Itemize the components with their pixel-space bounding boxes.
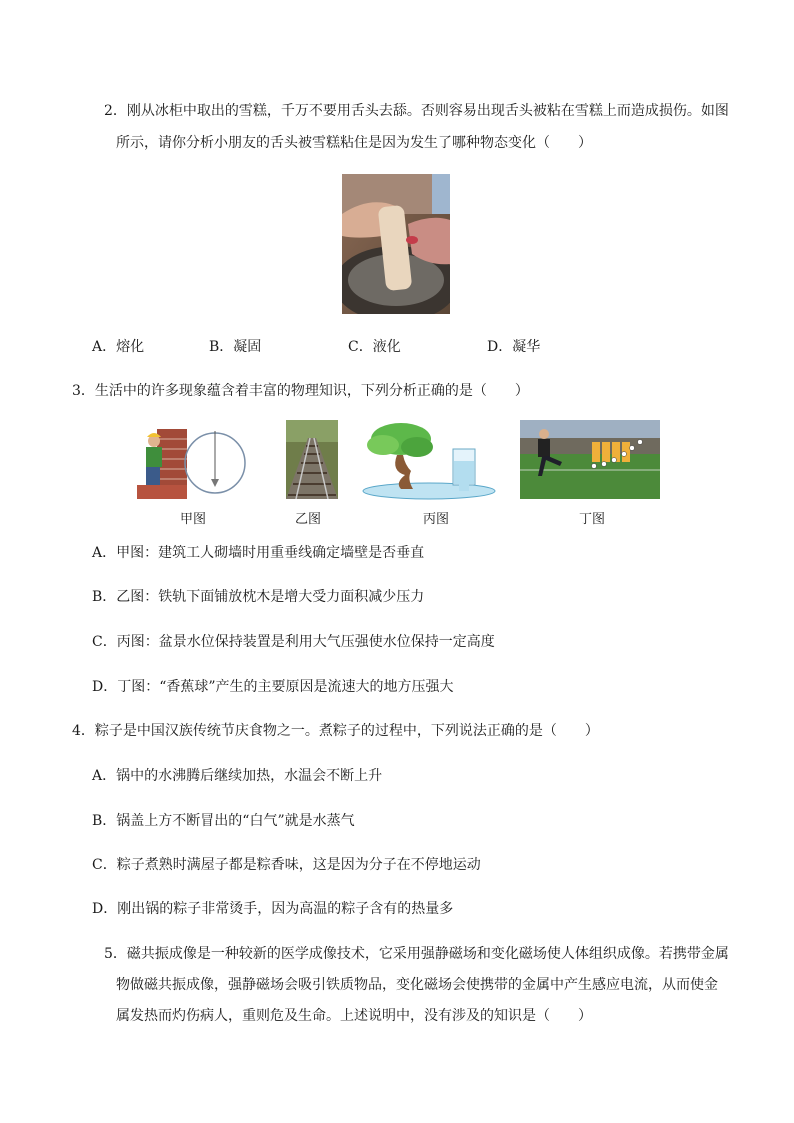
q3-figure-jia	[133, 423, 251, 499]
q2-stem-line2: 所示，请你分析小朋友的舌头被雪糕粘住是因为发生了哪种物态变化（ ）	[116, 135, 592, 151]
q4-option-b: B．锅盖上方不断冒出的“白气”就是水蒸气	[92, 813, 355, 829]
q2-option-b: B．凝固	[209, 339, 262, 355]
q3-figure-ding	[520, 420, 660, 499]
q2-option-d: D．凝华	[487, 339, 541, 355]
q4-option-a: A．锅中的水沸腾后继续加热，水温会不断上升	[92, 768, 383, 784]
q2-option-c: C．液化	[348, 339, 401, 355]
q4-option-d: D．刚出锅的粽子非常烫手，因为高温的粽子含有的热量多	[92, 901, 454, 917]
q2-option-a: A．熔化	[92, 339, 145, 355]
q3-option-b: B．乙图：铁轨下面铺放枕木是增大受力面积减少压力	[92, 589, 425, 605]
q4-stem: 4．粽子是中国汉族传统节庆食物之一。煮粽子的过程中，下列说法正确的是（ ）	[72, 723, 599, 739]
q3-caption-ding: 丁图	[578, 512, 605, 527]
q5-stem-line2: 物做磁共振成像，强静磁场会吸引铁质物品，变化磁场会使携带的金属中产生感应电流，从而使金	[116, 977, 718, 993]
q3-caption-jia: 甲图	[179, 512, 206, 527]
q3-figure-bing	[361, 417, 497, 501]
q3-option-a: A．甲图：建筑工人砌墙时用重垂线确定墙壁是否垂直	[92, 545, 425, 561]
q3-caption-bing: 丙图	[422, 512, 449, 527]
q3-option-c: C．丙图：盆景水位保持装置是利用大气压强使水位保持一定高度	[92, 634, 495, 650]
q2-popsicle-photo	[342, 174, 450, 314]
q3-stem: 3．生活中的许多现象蕴含着丰富的物理知识，下列分析正确的是（ ）	[72, 383, 529, 399]
q3-caption-yi: 乙图	[294, 512, 321, 527]
q2-stem-line1: 2．刚从冰柜中取出的雪糕，千万不要用舌头去舔。否则容易出现舌头被粘在雪糕上而造成损伤。如图	[104, 103, 729, 119]
q5-stem-line1: 5．磁共振成像是一种较新的医学成像技术，它采用强静磁场和变化磁场使人体组织成像。若携带金属	[104, 946, 729, 962]
q4-option-c: C．粽子煮熟时满屋子都是粽香味，这是因为分子在不停地运动	[92, 857, 481, 873]
q5-stem-line3: 属发热而灼伤病人，重则危及生命。上述说明中，没有涉及的知识是（ ）	[116, 1008, 592, 1024]
q3-figure-yi	[286, 420, 338, 499]
q3-option-d: D．丁图：“香蕉球”产生的主要原因是流速大的地方压强大	[92, 679, 454, 695]
